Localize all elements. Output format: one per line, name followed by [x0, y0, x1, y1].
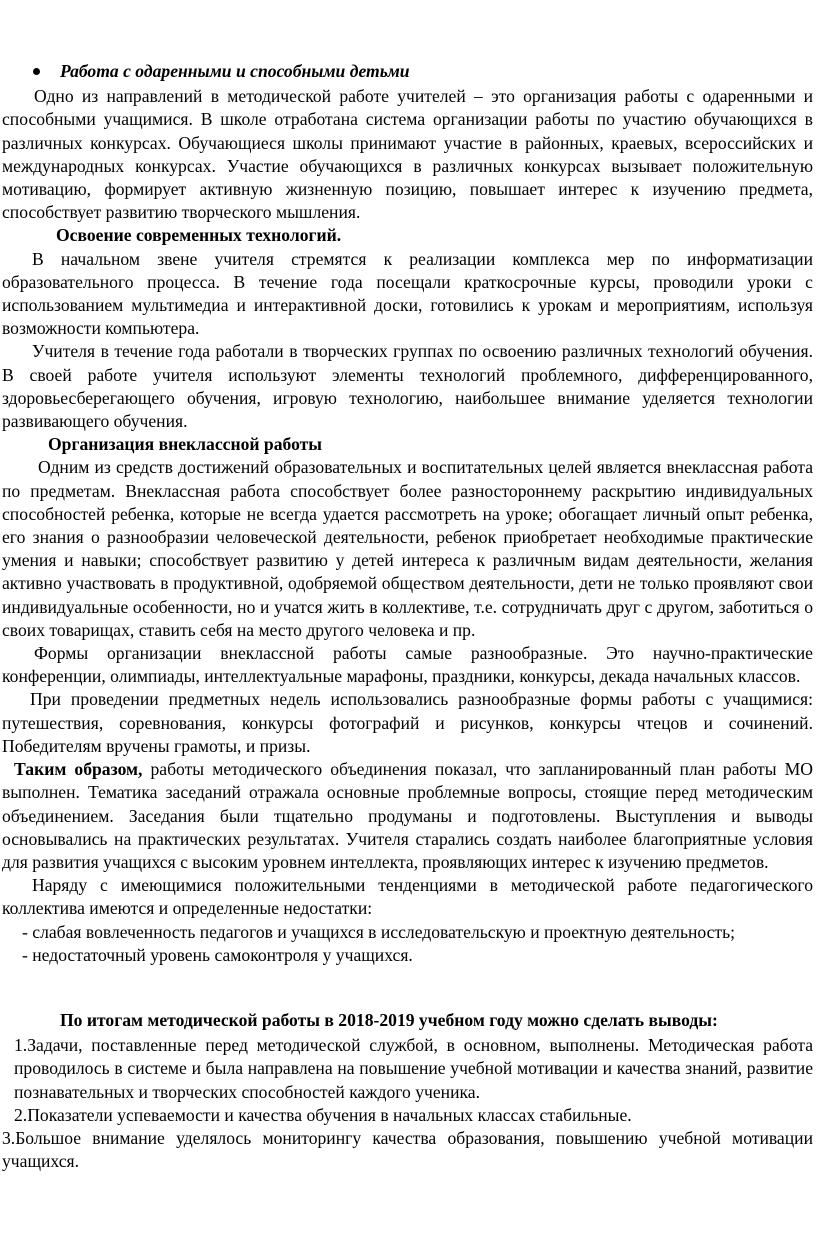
spacer: [2, 967, 813, 1009]
shortcoming-item: - недостаточный уровень самоконтроля у учащихся.: [22, 944, 413, 965]
shortcomings-intro: Наряду с имеющимися положительными тенденциями в методической работе педагогического коллектива имеются и определенные недостатки:: [2, 875, 813, 919]
conclusion-item: 3.Большое внимание уделялось мониторингу качества образования, повышению учебной мотивации учащихся.: [2, 1127, 813, 1172]
extra-heading: Организация внеклассной работы: [48, 434, 323, 455]
extra-paragraph-1: Одним из средств достижений образовательных и воспитательных целей является внеклассная работа по предметам. Внеклассная работа способствует более разностороннему раскрытию индивидуальных способностей ребенка, которые не всегда удается рассмотреть на уроке; обогащает личный опыт ребенка, его знания о разнообразии человеческой деятельности, ребенок приобретает необходимые практические умения и навыки; способствует развитию у детей интереса к различным видам деятельности, желания активно участвовать в продуктивной, одобряемой обществом деятельности, дети не только проявляют свои индивидуальные особенности, но и учатся жить в коллективе, т.е. сотрудничать друг с другом, заботиться о своих товарищах, ставить себя на место другого человека и пр.: [2, 457, 813, 640]
extra-paragraph-3: При проведении предметных недель использовались разнообразные формы работы с учащимися: путешествия, соревнования, конкурсы фотографий и рисунков, конкурсы чтецов и сочинений. Победителям вручены грамоты, и призы.: [2, 689, 813, 756]
summary-lead: Таким образом,: [14, 759, 143, 780]
shortcoming-item: - слабая вовлеченность педагогов и учащихся в исследовательскую и проектную деятельность;: [22, 921, 736, 942]
summary-paragraph: [2, 758, 813, 874]
gifted-heading: [2, 60, 813, 83]
conclusion-item: 2.Показатели успеваемости и качества обучения в начальных классах стабильные.: [14, 1104, 632, 1125]
conclusions-heading: По итогам методической работы в 2018-2019 учебном году можно сделать выводы:: [60, 1009, 718, 1030]
summary-text: работы методического объединения показал, что запланированный план работы МО выполнен. Тематика заседаний отражала основные проблемные вопросы, стоящие перед методическим объединением. Заседания были тщательно продуманы и подготовлены. Выступления и выводы основывались на практических результатах. Учителя старались создать наиболее благоприятные условия для развития учащихся с высоким уровнем интеллекта, проявляющих интерес к изучению предметов.: [2, 759, 813, 872]
document-page: [0, 60, 816, 1173]
bullet-icon: [33, 68, 40, 75]
tech-paragraph-2: Учителя в течение года работали в творческих группах по освоению различных технологий обучения. В своей работе учителя используют элементы технологий проблемного, дифференцированного, здоровьесберегающего обучения, игровую технологию, наибольшее внимание уделяется технологии развивающего обучения.: [2, 341, 813, 432]
tech-paragraph-1: В начальном звене учителя стремятся к реализации комплекса мер по информатизации образовательного процесса. В течение года посещали краткосрочные курсы, проводили уроки с использованием мультимедиа и интерактивной доски, готовились к урокам и мероприятиям, используя возможности компьютера.: [2, 248, 813, 339]
gifted-title: Работа с одаренными и способными детьми: [60, 61, 410, 81]
extra-paragraph-2: Формы организации внеклассной работы самые разнообразные. Это научно-практические конференции, олимпиады, интеллектуальные марафоны, праздники, конкурсы, декада начальных классов.: [2, 643, 813, 687]
conclusion-item: 1.Задачи, поставленные перед методической службой, в основном, выполнены. Методическая работа проводилось в системе и была направлена на повышение учебной мотивации и качества знаний, развитие познавательных и творческих способностей каждого ученика.: [14, 1035, 813, 1102]
tech-heading: Освоение современных технологий.: [56, 225, 342, 246]
gifted-paragraph: Одно из направлений в методической работе учителей – это организация работы с одаренными и способными учащимися. В школе отработана система организации работы по участию обучающихся в различных конкурсах. Обучающиеся школы принимают участие в районных, краевых, всероссийских и международных конкурсах. Участие обучающихся в различных конкурсах вызывает положительную мотивацию, формирует активную жизненную позицию, повышает интерес к изучению предмета, способствует развитию творческого мышления.: [2, 86, 813, 223]
